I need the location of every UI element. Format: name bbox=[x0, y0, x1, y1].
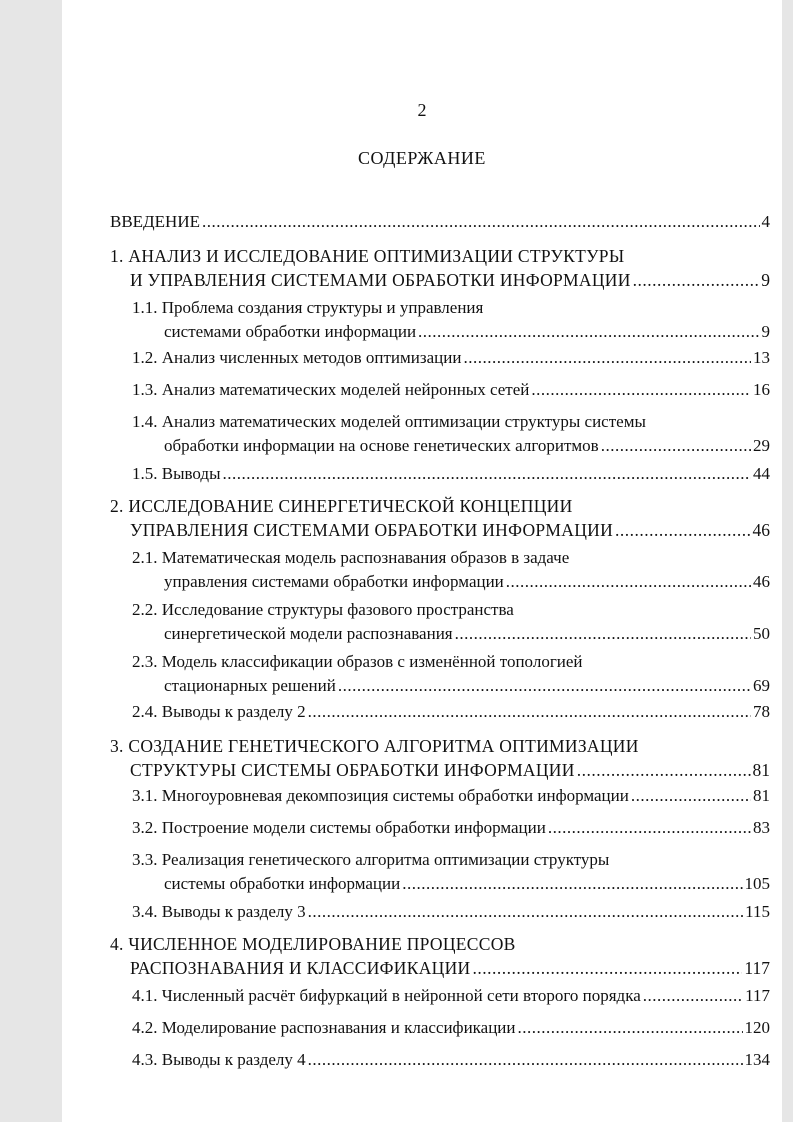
dot-leader bbox=[506, 570, 751, 594]
toc-entry-title: 2.4. Выводы к разделу 2 bbox=[132, 702, 306, 721]
toc-entry bbox=[110, 494, 770, 542]
toc-entry-row bbox=[132, 622, 770, 646]
document-page bbox=[62, 0, 782, 1122]
dot-leader bbox=[548, 816, 751, 840]
dot-leader bbox=[418, 320, 759, 344]
dot-leader bbox=[615, 518, 750, 542]
toc-entry-page-number: 9 bbox=[761, 270, 770, 290]
dot-leader bbox=[455, 622, 751, 646]
toc-entry-page-number: 44 bbox=[753, 464, 770, 483]
toc-entry-title-line1: 2.1. Математическая модель распознавания образов в задаче bbox=[132, 548, 570, 567]
dot-leader bbox=[463, 346, 751, 370]
toc-entry-row bbox=[110, 210, 770, 234]
toc-entry-title-line1: 3. СОЗДАНИЕ ГЕНЕТИЧЕСКОГО АЛГОРИТМА ОПТИМИЗАЦИИ bbox=[110, 736, 639, 756]
toc-entry bbox=[110, 932, 770, 980]
toc-entry-page-number: 69 bbox=[753, 676, 770, 695]
toc-entry bbox=[132, 816, 770, 840]
toc-entry-row bbox=[132, 320, 770, 344]
toc-title: СОДЕРЖАНИЕ bbox=[358, 148, 486, 168]
toc-entry-row bbox=[132, 462, 770, 486]
toc-entry-page-number: 81 bbox=[752, 760, 770, 780]
toc-entry-row bbox=[132, 700, 770, 724]
toc-entry bbox=[132, 784, 770, 808]
toc-entry-row bbox=[132, 570, 770, 594]
toc-entry-title: СТРУКТУРЫ СИСТЕМЫ ОБРАБОТКИ ИНФОРМАЦИИ bbox=[130, 760, 575, 780]
toc-entry-title: И УПРАВЛЕНИЯ СИСТЕМАМИ ОБРАБОТКИ ИНФОРМАЦИИ bbox=[130, 270, 631, 290]
toc-entry-title: ВВЕДЕНИЕ bbox=[110, 212, 200, 231]
dot-leader bbox=[308, 900, 743, 924]
toc-entry-title: системами обработки информации bbox=[164, 322, 417, 341]
toc-entry-row bbox=[132, 1016, 770, 1040]
dot-leader bbox=[518, 1016, 743, 1040]
toc-entry-title: управления системами обработки информации bbox=[164, 572, 504, 591]
toc-entry-title: стационарных решений bbox=[164, 676, 336, 695]
toc-entry-page-number: 117 bbox=[745, 986, 770, 1005]
dot-leader bbox=[631, 784, 751, 808]
toc-entry-title: синергетической модели распознавания bbox=[164, 624, 453, 643]
toc-entry-title: 4.3. Выводы к разделу 4 bbox=[132, 1050, 306, 1069]
toc-entry bbox=[132, 1048, 770, 1072]
toc-entry-row bbox=[132, 434, 770, 458]
dot-leader bbox=[643, 984, 743, 1008]
toc-entry-row bbox=[132, 784, 770, 808]
toc-entry bbox=[132, 378, 770, 402]
toc-entry bbox=[110, 244, 770, 292]
toc-entry-title: 3.2. Построение модели системы обработки информации bbox=[132, 818, 546, 837]
toc-entry-page-number: 134 bbox=[744, 1050, 770, 1069]
toc-entry-title: системы обработки информации bbox=[164, 874, 401, 893]
toc-entry-page-number: 46 bbox=[753, 572, 770, 591]
toc-entry-row bbox=[110, 758, 770, 782]
toc-entry-title: 4.1. Численный расчёт бифуркаций в нейронной сети второго порядка bbox=[132, 986, 641, 1005]
toc-entry-title: 1.5. Выводы bbox=[132, 464, 221, 483]
toc-entry-page-number: 115 bbox=[745, 902, 770, 921]
toc-entry-title: 1.2. Анализ численных методов оптимизации bbox=[132, 348, 462, 367]
toc-entry bbox=[132, 346, 770, 370]
toc-entry-title-line1: 2. ИССЛЕДОВАНИЕ СИНЕРГЕТИЧЕСКОЙ КОНЦЕПЦИИ bbox=[110, 496, 573, 516]
toc-entry-page-number: 81 bbox=[753, 786, 770, 805]
toc-entry-title: УПРАВЛЕНИЯ СИСТЕМАМИ ОБРАБОТКИ ИНФОРМАЦИИ bbox=[130, 520, 614, 540]
dot-leader bbox=[338, 674, 751, 698]
toc-entry-title: РАСПОЗНАВАНИЯ И КЛАССИФИКАЦИИ bbox=[130, 958, 471, 978]
dot-leader bbox=[202, 210, 760, 234]
toc-entry bbox=[132, 650, 770, 698]
toc-entry-title-line1: 2.2. Исследование структуры фазового пространства bbox=[132, 600, 514, 619]
dot-leader bbox=[223, 462, 751, 486]
toc-entry-title-line1: 1.4. Анализ математических моделей оптимизации структуры системы bbox=[132, 412, 646, 431]
toc-entry bbox=[132, 296, 770, 344]
toc-entry-page-number: 46 bbox=[752, 520, 770, 540]
toc-entry bbox=[132, 1016, 770, 1040]
toc-entry-page-number: 4 bbox=[761, 212, 770, 231]
toc-entry bbox=[132, 598, 770, 646]
toc-entry-row bbox=[110, 518, 770, 542]
toc-entry-title-line1: 3.3. Реализация генетического алгоритма оптимизации структуры bbox=[132, 850, 610, 869]
toc-entry-title-line1: 2.3. Модель классификации образов с изменённой топологией bbox=[132, 652, 583, 671]
dot-leader bbox=[402, 872, 742, 896]
toc-entry-title-line1: 4. ЧИСЛЕННОЕ МОДЕЛИРОВАНИЕ ПРОЦЕССОВ bbox=[110, 934, 516, 954]
dot-leader bbox=[633, 268, 760, 292]
toc-entry bbox=[132, 900, 770, 924]
toc-entry-page-number: 83 bbox=[753, 818, 770, 837]
toc-entry-page-number: 50 bbox=[753, 624, 770, 643]
toc-entry-page-number: 9 bbox=[761, 322, 770, 341]
toc-entry-page-number: 105 bbox=[744, 874, 770, 893]
dot-leader bbox=[531, 378, 751, 402]
toc-entry-row bbox=[132, 984, 770, 1008]
dot-leader bbox=[308, 700, 751, 724]
toc-entry-title-line1: 1.1. Проблема создания структуры и управления bbox=[132, 298, 484, 317]
toc-entry-title: обработки информации на основе генетических алгоритмов bbox=[164, 436, 599, 455]
toc-entry-row bbox=[132, 674, 770, 698]
dot-leader bbox=[308, 1048, 743, 1072]
toc-entry-title: 3.1. Многоуровневая декомпозиция системы обработки информации bbox=[132, 786, 629, 805]
toc-entry bbox=[132, 984, 770, 1008]
toc-entry-row bbox=[132, 872, 770, 896]
toc-entry-row bbox=[132, 816, 770, 840]
toc-entry bbox=[132, 546, 770, 594]
toc-entry bbox=[132, 462, 770, 486]
toc-entry-page-number: 16 bbox=[753, 380, 770, 399]
toc-entry bbox=[132, 410, 770, 458]
toc-entry-title: 4.2. Моделирование распознавания и классификации bbox=[132, 1018, 516, 1037]
toc-entry bbox=[132, 848, 770, 896]
toc-entry bbox=[110, 210, 770, 234]
toc-entry-page-number: 117 bbox=[744, 958, 770, 978]
toc-entry-row bbox=[132, 378, 770, 402]
toc-entry-row bbox=[110, 956, 770, 980]
toc-entry bbox=[132, 700, 770, 724]
toc-entry-row bbox=[110, 268, 770, 292]
toc-entry-row bbox=[132, 900, 770, 924]
dot-leader bbox=[577, 758, 751, 782]
toc-entry-page-number: 29 bbox=[753, 436, 770, 455]
dot-leader bbox=[472, 956, 742, 980]
toc-entry-row bbox=[132, 1048, 770, 1072]
toc-entry-title-line1: 1. АНАЛИЗ И ИССЛЕДОВАНИЕ ОПТИМИЗАЦИИ СТРУКТУРЫ bbox=[110, 246, 625, 266]
toc-entry bbox=[110, 734, 770, 782]
dot-leader bbox=[601, 434, 751, 458]
toc-entry-page-number: 13 bbox=[753, 348, 770, 367]
page-number: 2 bbox=[417, 100, 427, 120]
toc-entry-title: 1.3. Анализ математических моделей нейронных сетей bbox=[132, 380, 530, 399]
toc-entry-page-number: 78 bbox=[753, 702, 770, 721]
toc-entry-title: 3.4. Выводы к разделу 3 bbox=[132, 902, 306, 921]
toc-entry-page-number: 120 bbox=[744, 1018, 770, 1037]
toc-entry-row bbox=[132, 346, 770, 370]
